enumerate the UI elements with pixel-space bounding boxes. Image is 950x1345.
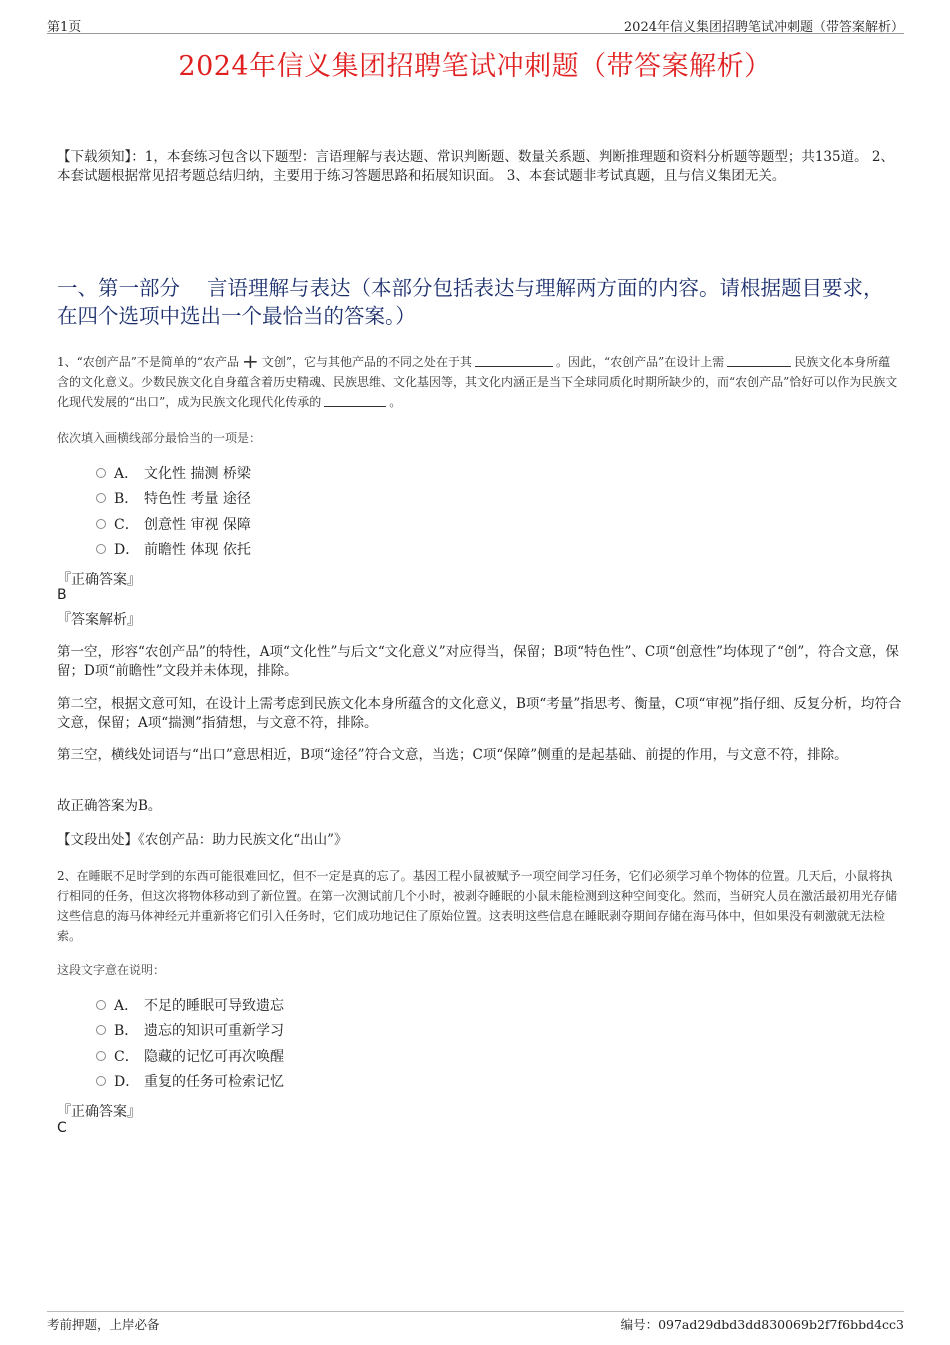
radio-icon[interactable] [96,1076,106,1086]
question-1-prompt: 依次填入画横线部分最恰当的一项是： [57,431,262,445]
analysis-paragraph-2: 第二空，根据文意可知，在设计上需考虑到民族文化本身所蕴含的文化意义，B项“考量”指思考、衡量，C项“审视”指仔细、反复分析，均符合文意，保留；A项“揣测”指猜想，与文意不符，排除。 [57,696,902,731]
blank-2 [727,355,791,367]
question-2-options [96,992,284,1094]
footer-rule [47,1311,904,1312]
radio-icon[interactable] [96,493,106,503]
q1-part4: 民族文化本身所蕴含的文化意义。少数民族文化自身蕴含着历史精魂、民族思维、文化基因等，其文化内涵正是当下全球同质化时期所缺少的，而“农创产品”恰好可以作为民族文化现代发展的“出口”，成为民族文化现代化传承的 [57,355,898,409]
question-2-text: 2、在睡眠不足时学到的东西可能很难回忆，但不一定是真的忘了。基因工程小鼠被赋予一项空间学习任务，它们必须学习单个物体的位置。几天后，小鼠将执行相同的任务，但这次将物体移动到了新位置。在第一次测试前几个小时，被剥夺睡眠的小鼠未能检测到这种空间变化。然而，当研究人员在激活最初用光存储这些信息的海马体神经元并重新将它们引入任务时，它们成功地记住了原始位置。这表明这些信息在睡眠剥夺期间存储在海马体中，但如果没有刺激就无法检索。 [57,869,898,943]
footer-slogan: 考前押题，上岸必备 [47,1317,160,1332]
radio-icon[interactable] [96,1000,106,1010]
radio-icon[interactable] [96,519,106,529]
blank-1 [475,355,553,367]
option-a[interactable]: A． 文化性 揣测 桥梁 [96,460,251,486]
radio-icon[interactable] [96,468,106,478]
question-1-text [57,351,902,412]
q1-part1: 1、“农创产品”不是简单的“农产品 [57,355,240,369]
analysis-paragraph-3: 第三空，横线处词语与“出口”意思相近，B项“途径”符合文意，当选；C项“保障”侧重的是起基础、前提的作用，与文意不符，排除。 [57,747,848,763]
source-citation: 【文段出处】《农创产品：助力民族文化“出山”》 [57,832,348,848]
section-heading: 一、第一部分 言语理解与表达（本部分包括表达与理解两方面的内容。请根据题目要求，在四个选项中选出一个最恰当的答案。） [57,276,884,328]
correct-answer-label: 『正确答案』 [57,1104,141,1120]
option-c[interactable]: C． 创意性 审视 保障 [96,511,251,537]
analysis-paragraph-1: 第一空，形容“农创产品”的特性，A项“文化性”与后文“文化意义”对应得当，保留；B项“特色性”、C项“创意性”均体现了“创”，符合文意，保留；D项“前瞻性”文段并未体现，排除。 [57,644,899,679]
correct-answer-label: 『正确答案』 [57,572,141,588]
correct-answer: C [57,1120,67,1136]
q1-part3: 。因此，“农创产品”在设计上需 [555,355,725,369]
option-d[interactable]: D． 前瞻性 体现 依托 [96,537,251,563]
blank-3 [324,395,386,407]
page-header [47,14,904,34]
question-1-options [96,460,251,562]
header-doc-title: 2024年信义集团招聘笔试冲刺题（带答案解析） [623,20,904,35]
radio-icon[interactable] [96,1051,106,1061]
q1-part2: 文创”，它与其他产品的不同之处在于其 [261,355,472,369]
plus-sign: + [242,349,259,373]
radio-icon[interactable] [96,1025,106,1035]
document-id: 编号：097ad29dbd3dd830069b2f7f6bbd4cc3 [620,1317,904,1332]
q1-part5: 。 [389,395,402,409]
option-d[interactable]: D． 重复的任务可检索记忆 [96,1069,284,1095]
option-a[interactable]: A． 不足的睡眠可导致遗忘 [96,992,284,1018]
analysis-conclusion: 故正确答案为B。 [57,798,162,814]
document-title: 2024年信义集团招聘笔试冲刺题（带答案解析） [178,51,772,82]
analysis-label: 『答案解析』 [57,612,141,628]
radio-icon[interactable] [96,544,106,554]
option-c[interactable]: C． 隐藏的记忆可再次唤醒 [96,1043,284,1069]
page-number: 第1页 [47,20,82,35]
option-b[interactable]: B． 遗忘的知识可重新学习 [96,1018,284,1044]
option-b[interactable]: B． 特色性 考量 途径 [96,486,251,512]
question-2-prompt: 这段文字意在说明： [57,963,166,977]
correct-answer: B [57,587,67,603]
download-notice: 【下载须知】：1，本套练习包含以下题型：言语理解与表达题、常识判断题、数量关系题、判断推理题和资料分析题等题型；共135道。 2、本套试题根据常见招考题总结归纳，主要用于练习答题思路和拓展知识面。 3、本套试题非考试真题，且与信义集团无关。 [57,149,894,184]
